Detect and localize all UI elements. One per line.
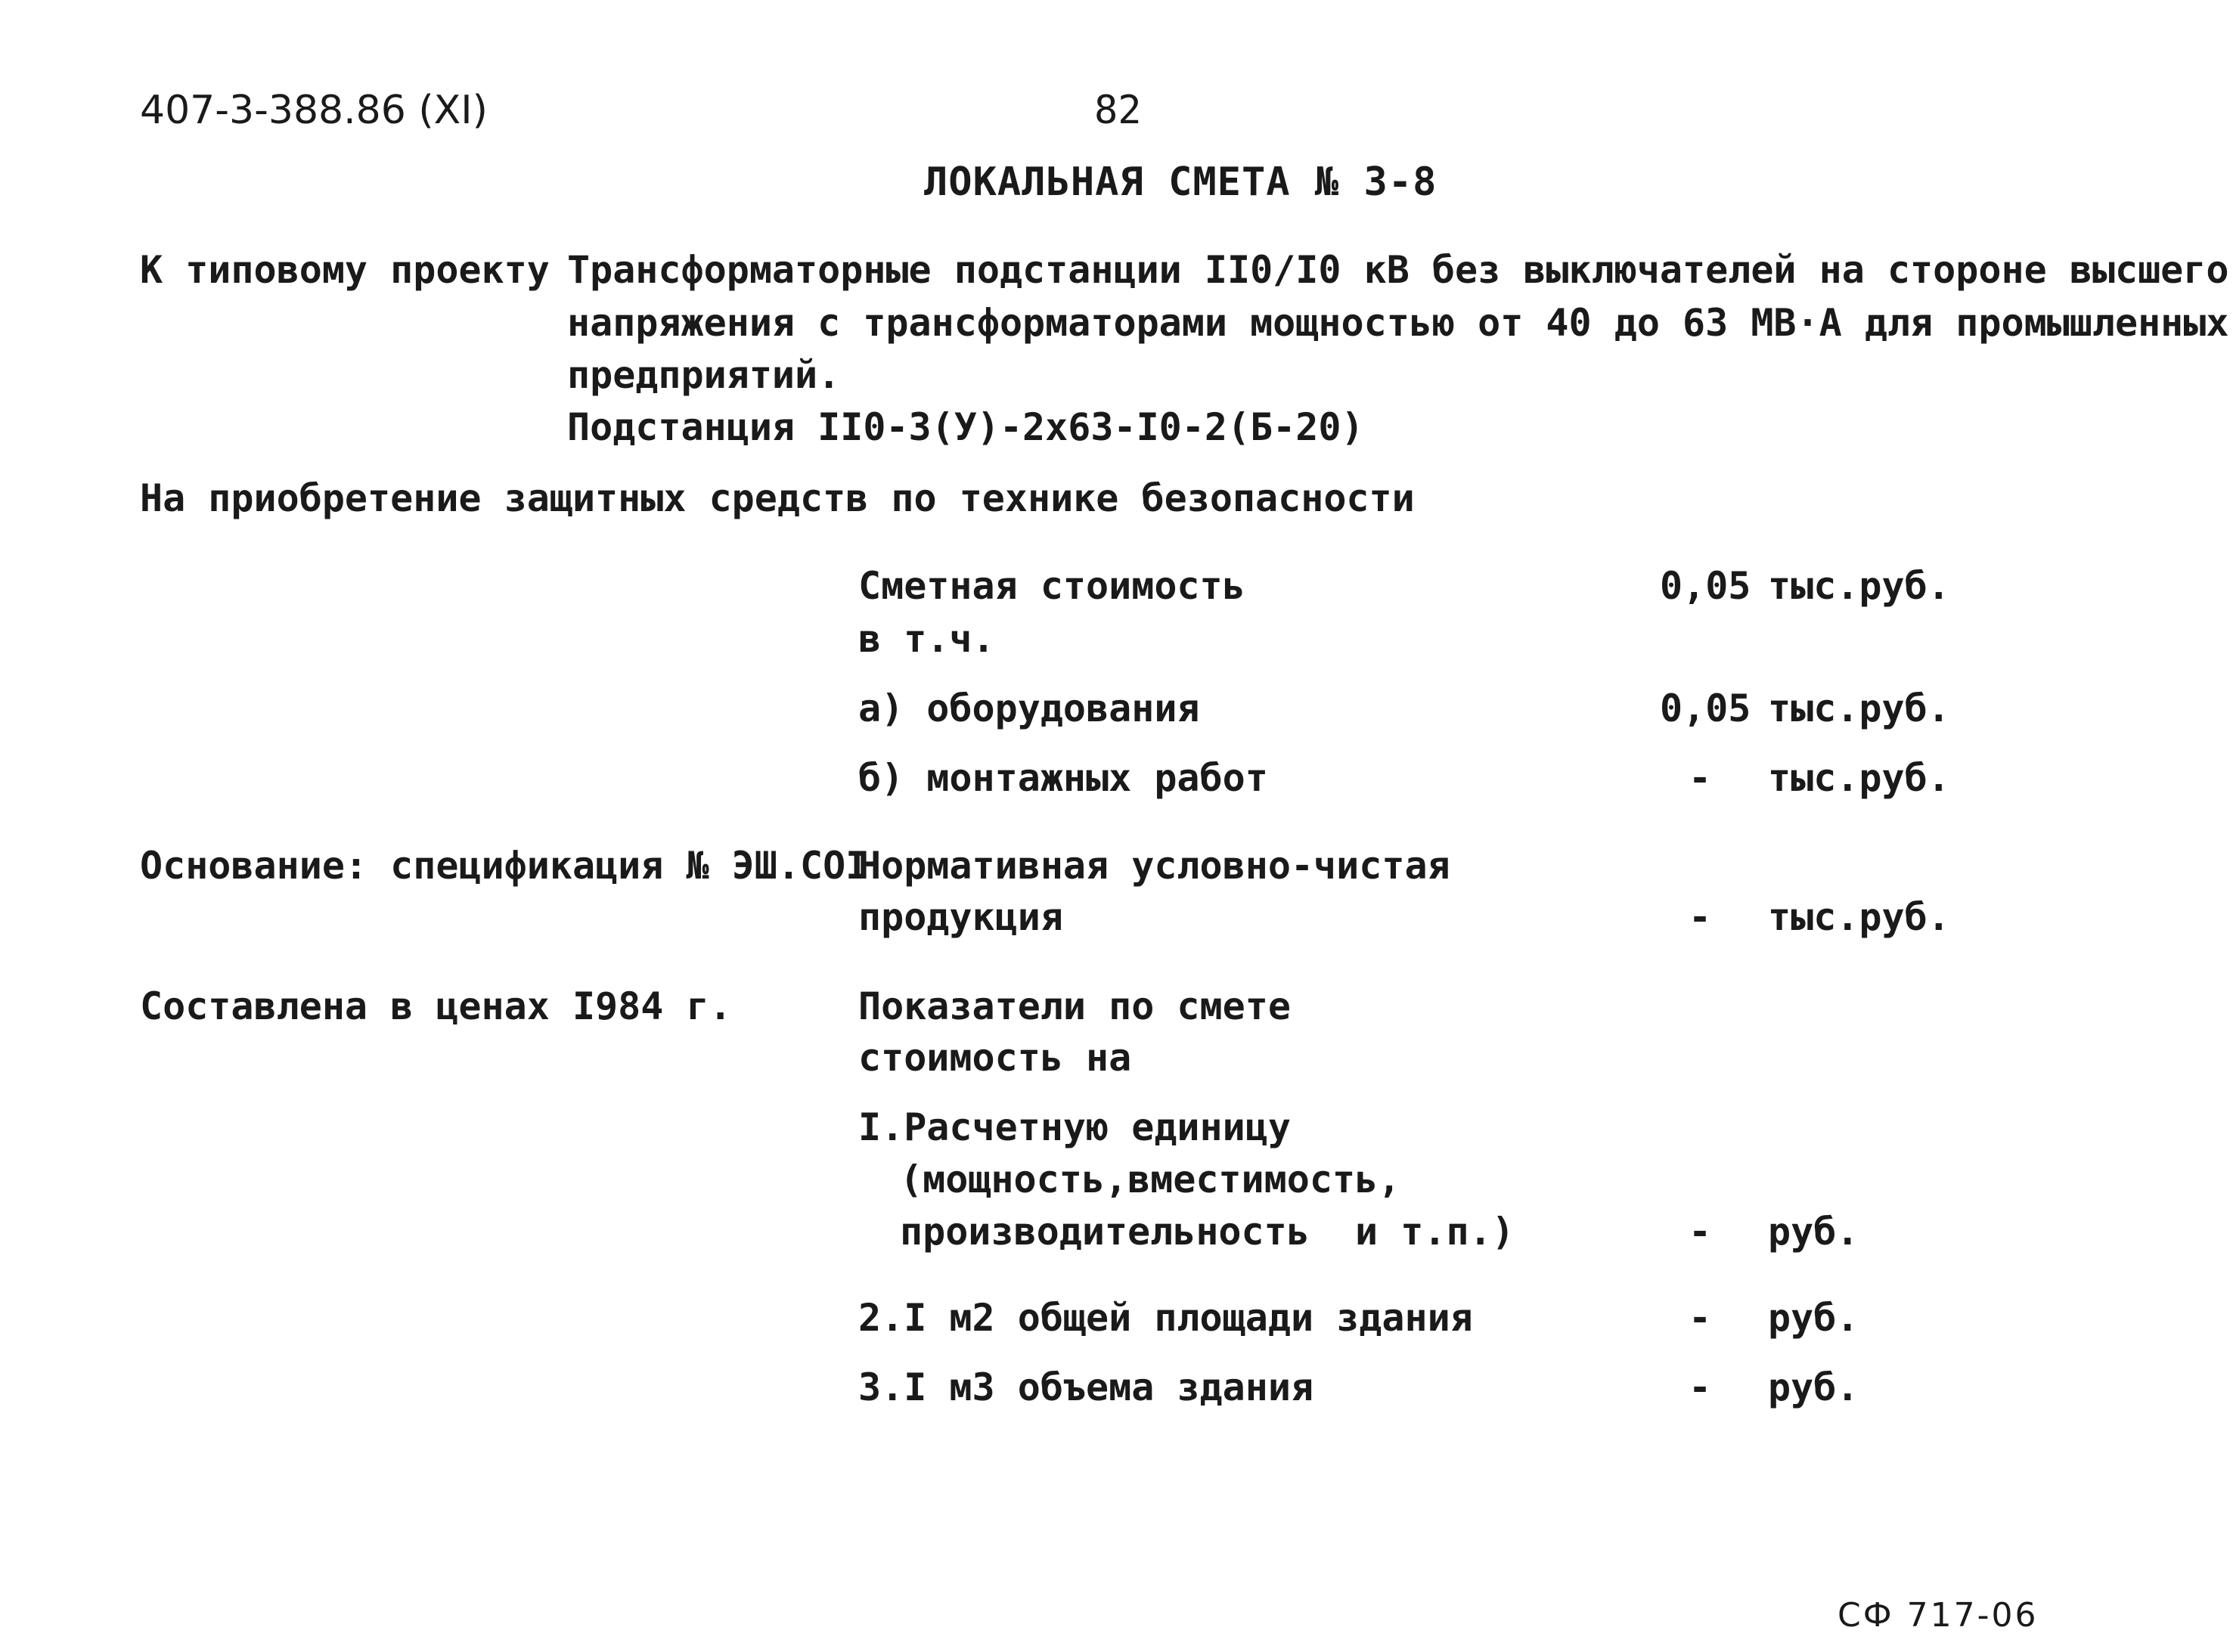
project-label: К типовому проекту [140,248,550,292]
equipment-unit: тыс.руб. [1768,687,1950,730]
project-line-1: Трансформаторные подстанции II0/I0 кВ без выключателей на стороне высшего [567,248,2229,292]
equipment-value: 0,05 [1660,687,1751,730]
installation-label: б) монтажных работ [858,756,1268,800]
basis-label: Основание: спецификация № ЭШ.СОI [140,844,869,888]
normative-label-line-1: Нормативная условно-чистая [858,844,1450,888]
total-cost-label: Сметная стоимость [858,564,1245,608]
unit-cost-label-line-1: I.Расчетную единицу [858,1105,1291,1149]
indicators-label-line-1: Показатели по смете [858,984,1291,1028]
purpose-text: На приобретение защитных средств по технике безопасности [140,476,1415,520]
project-line-3: предприятий. [567,353,841,397]
volume-cost-unit: руб. [1768,1365,1859,1409]
substation-name: Подстанция II0-3(У)-2х63-I0-2(Б-20) [567,405,1364,449]
project-line-2: напряжения с трансформаторами мощностью от 40 до 63 МВ·А для промышленных [567,301,2229,345]
unit-cost-label-line-2: (мощность,вместимость, [900,1158,1401,1201]
normative-value: - [1689,895,1712,939]
unit-cost-value: - [1689,1210,1712,1254]
volume-cost-label: 3.I м3 объема здания [858,1365,1314,1409]
unit-cost-label-line-3: производительность и т.п.) [900,1210,1515,1254]
normative-label-line-2: продукция [858,895,1063,939]
document-code: 407-3-388.86 (XI) [140,88,488,133]
footer-stamp-code: СФ 717-06 [1838,1596,2039,1635]
area-cost-value: - [1689,1296,1712,1340]
including-label: в т.ч. [858,617,995,661]
page-number: 82 [1094,88,1142,133]
indicators-label-line-2: стоимость на [858,1036,1132,1080]
installation-value: - [1689,756,1712,800]
normative-unit: тыс.руб. [1768,895,1950,939]
equipment-label: а) оборудования [858,687,1200,730]
installation-unit: тыс.руб. [1768,756,1950,800]
total-cost-unit: тыс.руб. [1768,564,1950,608]
volume-cost-value: - [1689,1365,1712,1409]
prices-label: Составлена в ценах I984 г. [140,984,732,1028]
unit-cost-unit: руб. [1768,1210,1859,1254]
total-cost-value: 0,05 [1660,564,1751,608]
area-cost-label: 2.I м2 общей площади здания [858,1296,1473,1340]
page-title: ЛОКАЛЬНАЯ СМЕТА № 3-8 [924,160,1437,205]
area-cost-unit: руб. [1768,1296,1859,1340]
